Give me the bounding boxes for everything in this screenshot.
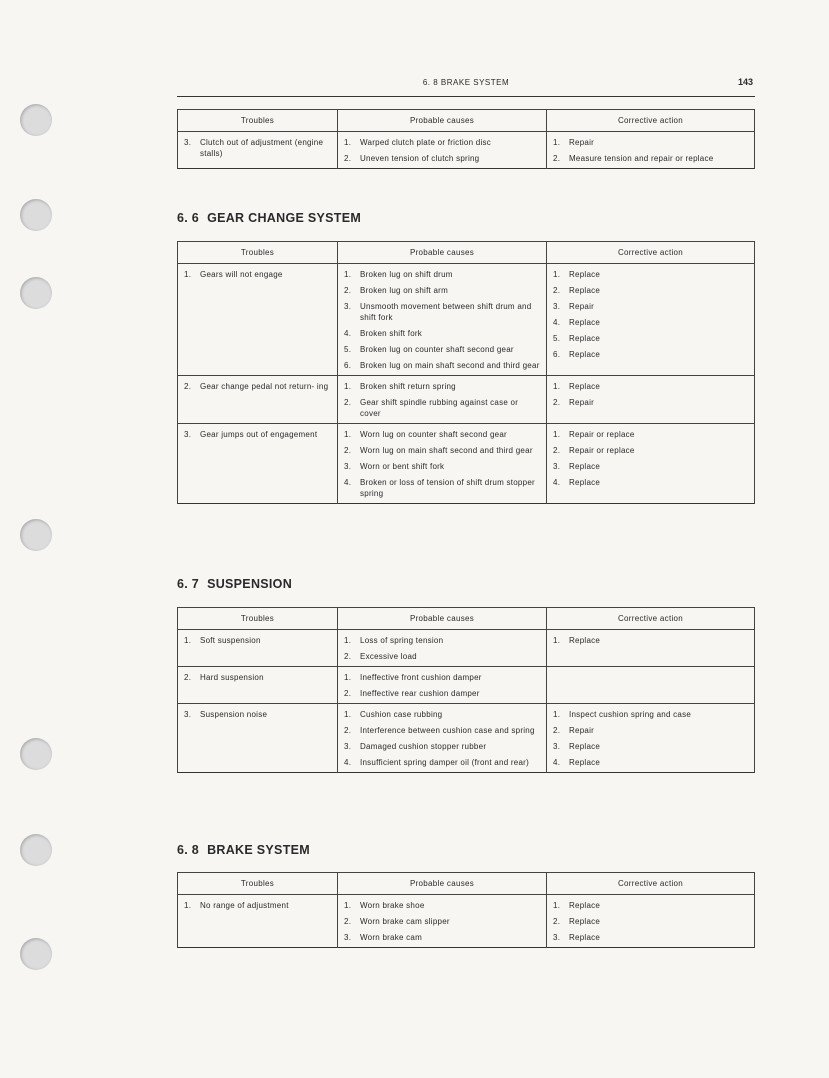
binder-hole [20,738,52,770]
cause-item-list [344,269,540,371]
item-text: Damaged cushion stopper rubber [360,742,487,751]
action-item-list [553,635,748,646]
table-body [178,264,755,504]
section-title-brake [177,843,310,857]
item-number: 4. [553,478,561,487]
cause-item [344,651,540,662]
cause-item [344,445,540,456]
cause-item [344,477,540,499]
cause-item [344,725,540,736]
cause-item [344,900,540,911]
table-header [178,242,755,264]
action-item [553,285,748,296]
cause-item [344,757,540,768]
cause-item [344,429,540,440]
binder-hole [20,834,52,866]
item-text: Inspect cushion spring and case [569,710,692,719]
item-text: Repair [569,302,595,311]
item-text: Replace [569,901,601,910]
trouble-text: No range of adjustment [200,901,289,910]
cause-item [344,688,540,699]
header-troubles: Troubles [178,242,338,264]
trouble-text: Gear jumps out of engagement [200,430,318,439]
action-item [553,741,748,752]
binder-hole [20,277,52,309]
action-item [553,429,748,440]
action-item-list [553,269,748,360]
item-number: 6. [344,361,352,370]
item-number: 3. [344,933,352,942]
action-item [553,916,748,927]
item-number: 2. [553,398,561,407]
trouble-item [184,635,331,646]
trouble-number: 1. [184,636,192,645]
action-cell [547,895,755,948]
action-item [553,900,748,911]
causes-cell [338,424,547,504]
item-number: 3. [344,302,352,311]
trouble-item [184,672,331,683]
item-number: 2. [344,652,352,661]
item-number: 1. [344,901,352,910]
suspension-trouble-table [177,607,755,773]
action-item-list [553,137,748,164]
cause-item [344,301,540,323]
item-text: Worn brake cam [360,933,423,942]
section-heading: BRAKE SYSTEM [207,843,310,857]
trouble-item [184,137,331,159]
header-probable-causes: Probable causes [338,873,547,895]
item-text: Insufficient spring damper oil (front and rear) [360,758,530,767]
trouble-cell [178,424,338,504]
item-text: Broken lug on main shaft second and third gear [360,361,540,370]
item-number: 3. [344,462,352,471]
table-header [178,110,755,132]
header-troubles: Troubles [178,873,338,895]
causes-cell [338,264,547,376]
item-text: Repair [569,138,595,147]
item-number: 1. [553,710,561,719]
header-probable-causes: Probable causes [338,110,547,132]
item-text: Replace [569,382,601,391]
trouble-text: Suspension noise [200,710,268,719]
cause-item-list [344,137,540,164]
trouble-number: 2. [184,673,192,682]
trouble-number: 3. [184,430,192,439]
action-item [553,317,748,328]
trouble-cell [178,667,338,704]
item-number: 4. [553,758,561,767]
item-text: Interference between cushion case and spring [360,726,535,735]
action-item [553,635,748,646]
action-item-list [553,709,748,768]
item-number: 2. [553,154,561,163]
binder-hole [20,199,52,231]
table-header [178,873,755,895]
cause-item [344,741,540,752]
item-text: Replace [569,478,601,487]
action-item-list [553,900,748,943]
item-text: Replace [569,286,601,295]
action-cell [547,630,755,667]
running-head: 6. 8 BRAKE SYSTEM [422,78,510,87]
item-text: Ineffective front cushion damper [360,673,482,682]
action-item [553,477,748,488]
section-number: 6. 6 [177,211,200,225]
action-item [553,153,748,164]
trouble-cell [178,132,338,169]
item-number: 3. [553,742,561,751]
table-body [178,132,755,169]
item-text: Replace [569,636,601,645]
item-number: 4. [553,318,561,327]
item-number: 4. [344,478,352,487]
table-row [178,376,755,424]
trouble-item [184,269,331,280]
cause-item [344,916,540,927]
item-text: Measure tension and repair or replace [569,154,714,163]
cause-item [344,709,540,720]
cause-item [344,381,540,392]
item-number: 2. [344,286,352,295]
trouble-cell [178,704,338,773]
item-text: Ineffective rear cushion damper [360,689,480,698]
item-text: Worn or bent shift fork [360,462,445,471]
item-number: 3. [553,302,561,311]
action-cell [547,376,755,424]
item-text: Repair [569,398,595,407]
trouble-number: 1. [184,270,192,279]
trouble-text: Gears will not engage [200,270,283,279]
header-row [178,242,755,264]
action-item [553,445,748,456]
binder-hole [20,938,52,970]
item-text: Cushion case rubbing [360,710,443,719]
trouble-text: Hard suspension [200,673,264,682]
action-cell [547,132,755,169]
cause-item [344,153,540,164]
item-number: 1. [553,382,561,391]
item-number: 6. [553,350,561,359]
item-text: Replace [569,933,601,942]
cause-item-list [344,429,540,499]
item-text: Repair or replace [569,430,635,439]
item-text: Worn lug on counter shaft second gear [360,430,507,439]
section-title-suspension [177,577,292,591]
item-text: Worn brake shoe [360,901,425,910]
item-text: Replace [569,742,601,751]
item-text: Replace [569,917,601,926]
cause-item-list [344,672,540,699]
item-number: 3. [344,742,352,751]
item-text: Uneven tension of clutch spring [360,154,480,163]
section-title-gear-change [177,211,361,225]
cause-item [344,635,540,646]
table-body [178,895,755,948]
header-row [178,608,755,630]
table-body [178,630,755,773]
item-text: Broken or loss of tension of shift drum stopper spring [360,478,535,498]
item-text: Replace [569,350,601,359]
table-row [178,704,755,773]
cause-item-list [344,635,540,662]
item-text: Worn lug on main shaft second and third gear [360,446,533,455]
item-text: Broken lug on counter shaft second gear [360,345,514,354]
section-heading: SUSPENSION [207,577,293,591]
item-number: 1. [344,673,352,682]
cause-item [344,461,540,472]
item-number: 2. [344,917,352,926]
causes-cell [338,667,547,704]
item-text: Replace [569,758,601,767]
action-item [553,269,748,280]
item-number: 2. [344,726,352,735]
cause-item [344,328,540,339]
trouble-item [184,429,331,440]
header-corrective-action: Corrective action [547,608,755,630]
table-row [178,630,755,667]
item-number: 2. [553,917,561,926]
action-item [553,725,748,736]
header-row [178,873,755,895]
header-row [178,110,755,132]
cause-item-list [344,381,540,419]
section-heading: GEAR CHANGE SYSTEM [207,211,362,225]
action-cell [547,424,755,504]
item-text: Replace [569,270,601,279]
action-item [553,461,748,472]
cause-item [344,360,540,371]
causes-cell [338,376,547,424]
cause-item-list [344,709,540,768]
trouble-cell [178,264,338,376]
item-text: Broken shift return spring [360,382,456,391]
section-number: 6. 7 [177,577,200,591]
header-corrective-action: Corrective action [547,873,755,895]
item-number: 1. [344,138,352,147]
action-item [553,333,748,344]
causes-cell [338,132,547,169]
trouble-text: Soft suspension [200,636,261,645]
item-number: 1. [344,270,352,279]
trouble-cell [178,895,338,948]
item-number: 1. [344,382,352,391]
trouble-number: 1. [184,901,192,910]
item-number: 3. [553,462,561,471]
item-number: 1. [344,710,352,719]
header-troubles: Troubles [178,608,338,630]
item-number: 1. [553,636,561,645]
item-number: 1. [553,430,561,439]
causes-cell [338,630,547,667]
action-item-list [553,429,748,488]
trouble-number: 3. [184,138,192,147]
action-item [553,381,748,392]
action-item [553,757,748,768]
action-item [553,349,748,360]
item-number: 2. [344,154,352,163]
table-row [178,132,755,169]
item-text: Loss of spring tension [360,636,444,645]
header-probable-causes: Probable causes [338,608,547,630]
clutch-trouble-table [177,109,755,169]
brake-trouble-table [177,872,755,948]
item-text: Worn brake cam slipper [360,917,450,926]
item-number: 5. [344,345,352,354]
cause-item [344,397,540,419]
header-corrective-action: Corrective action [547,242,755,264]
binder-hole [20,519,52,551]
item-number: 1. [553,138,561,147]
trouble-text: Clutch out of adjustment (engine stalls) [200,138,324,158]
cause-item [344,672,540,683]
gear-change-trouble-table [177,241,755,504]
item-number: 1. [344,430,352,439]
item-number: 1. [344,636,352,645]
item-number: 4. [344,758,352,767]
item-number: 2. [344,398,352,407]
item-text: Excessive load [360,652,417,661]
item-number: 2. [344,689,352,698]
trouble-number: 2. [184,382,192,391]
action-item [553,709,748,720]
causes-cell [338,895,547,948]
item-number: 5. [553,334,561,343]
item-number: 2. [553,446,561,455]
table-row [178,667,755,704]
section-number: 6. 8 [177,843,200,857]
item-text: Repair [569,726,595,735]
binder-hole [20,104,52,136]
page-header [177,76,755,97]
trouble-cell [178,630,338,667]
trouble-cell [178,376,338,424]
trouble-number: 3. [184,710,192,719]
action-item [553,932,748,943]
action-cell [547,667,755,704]
item-number: 1. [553,270,561,279]
item-number: 4. [344,329,352,338]
action-item [553,137,748,148]
action-item-list [553,381,748,408]
table-row [178,264,755,376]
trouble-item [184,709,331,720]
item-text: Replace [569,318,601,327]
header-probable-causes: Probable causes [338,242,547,264]
action-item [553,301,748,312]
item-number: 2. [553,286,561,295]
item-number: 1. [553,901,561,910]
item-text: Gear shift spindle rubbing against case or cover [360,398,519,418]
cause-item [344,344,540,355]
action-cell [547,704,755,773]
header-corrective-action: Corrective action [547,110,755,132]
item-text: Replace [569,462,601,471]
table-row [178,895,755,948]
cause-item [344,932,540,943]
action-cell [547,264,755,376]
cause-item-list [344,900,540,943]
cause-item [344,285,540,296]
cause-item [344,137,540,148]
trouble-text: Gear change pedal not return- ing [200,382,329,391]
table-header [178,608,755,630]
trouble-item [184,900,331,911]
item-number: 2. [553,726,561,735]
item-text: Broken shift fork [360,329,423,338]
item-text: Replace [569,334,601,343]
causes-cell [338,704,547,773]
trouble-item [184,381,331,392]
item-text: Repair or replace [569,446,635,455]
cause-item [344,269,540,280]
item-number: 2. [344,446,352,455]
page-number: 143 [737,77,753,87]
table-row [178,424,755,504]
action-item [553,397,748,408]
item-text: Warped clutch plate or friction disc [360,138,491,147]
item-text: Broken lug on shift arm [360,286,449,295]
header-troubles: Troubles [178,110,338,132]
item-number: 3. [553,933,561,942]
item-text: Unsmooth movement between shift drum and shift fork [360,302,532,322]
item-text: Broken lug on shift drum [360,270,453,279]
